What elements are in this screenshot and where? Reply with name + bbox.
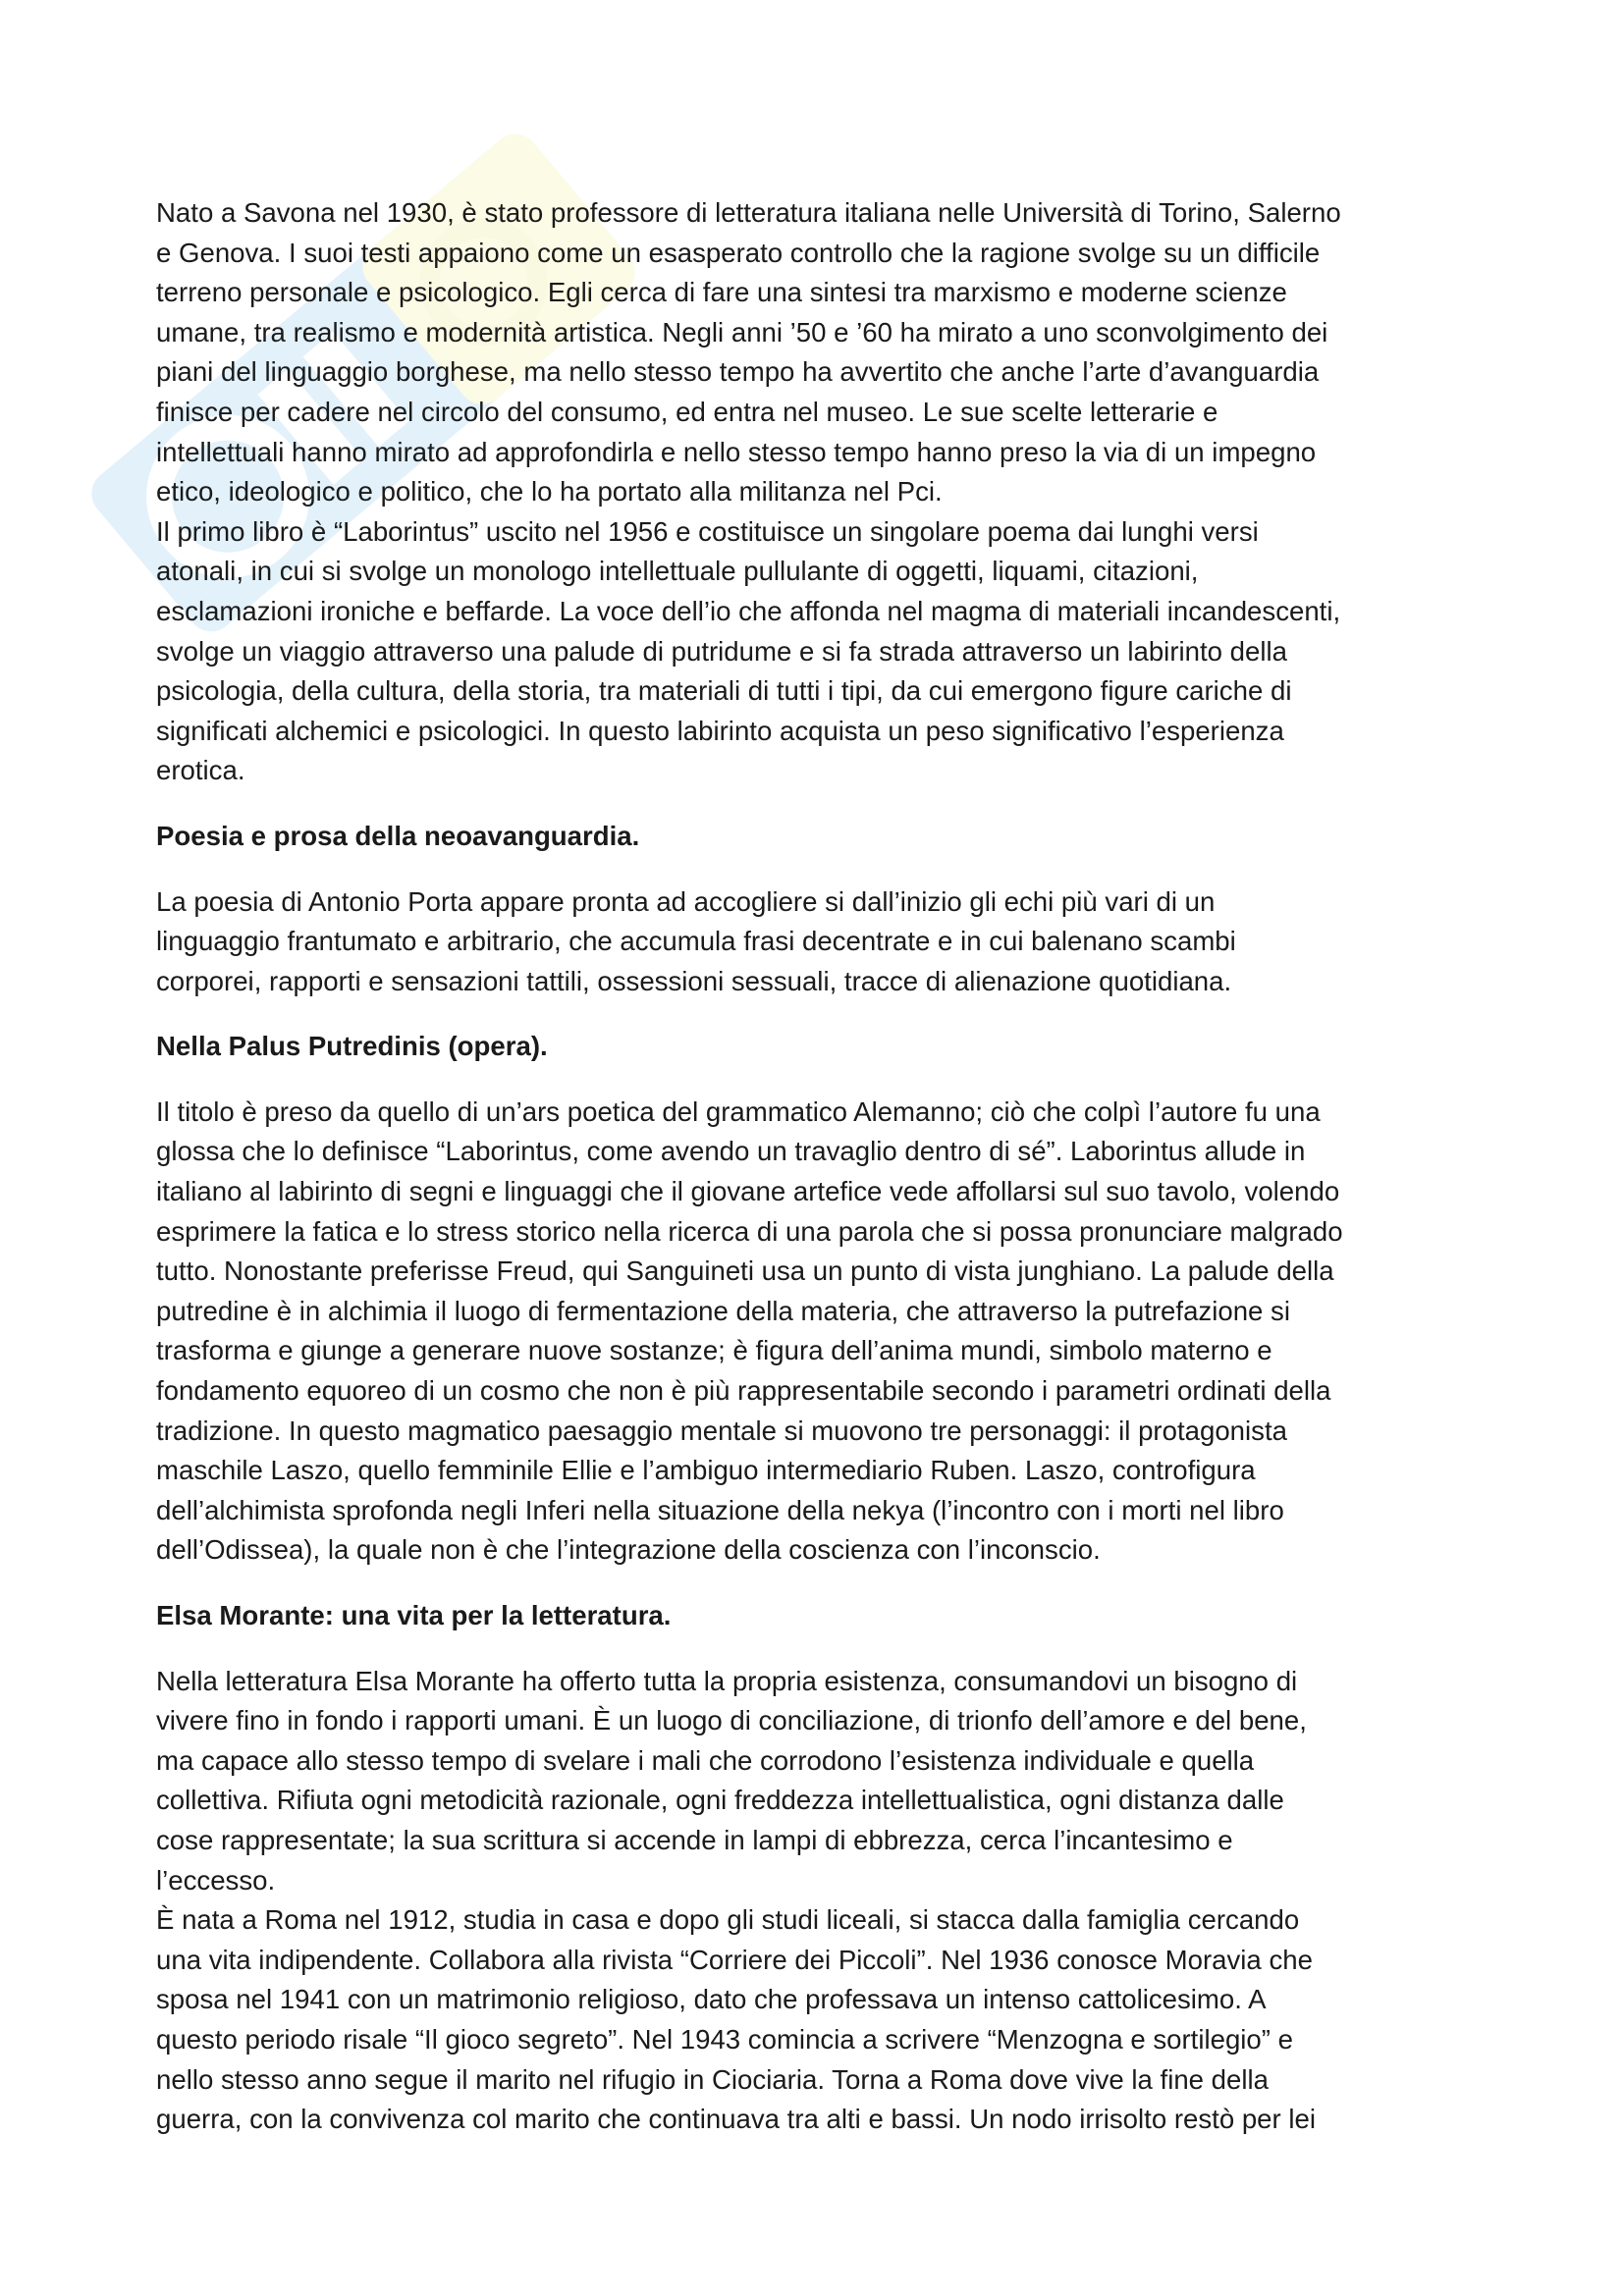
section-heading-morante: Elsa Morante: una vita per la letteratura.: [156, 1600, 672, 1630]
document-body: [156, 193, 1482, 2140]
porta-paragraph: La poesia di Antonio Porta appare pronta ad accogliere si dall’inizio gli echi più vari di un linguaggio frantumato e arbitrario, che accumula frasi decentrate e in cui balenano scambi corporei, rapporti e sensazioni tattili, ossessioni sessuali, tracce di alienazione quotidiana.: [156, 885, 1236, 996]
section-heading-neoavanguardia: Poesia e prosa della neoavanguardia.: [156, 820, 640, 851]
intro-paragraph: Nato a Savona nel 1930, è stato professore di letteratura italiana nelle Università di Torino, Salerno e Genova. I suoi testi appaiono come un esasperato controllo che la ragione svolge su un difficile terreno personale e psicologico. Egli cerca di fare una sintesi tra marxismo e moderne scienze umane, tra realismo e modernità artistica. Negli anni ’50 e ’60 ha mirato a uno sconvolgimento dei piani del linguaggio borghese, ma nello stesso tempo ha avvertito che anche l’arte d’avanguardia finisce per cadere nel circolo del consumo, ed entra nel museo. Le sue scelte letterarie e intellettuali hanno mirato ad approfondirla e nello stesso tempo hanno preso la via di un impegno etico, ideologico e politico, che lo ha portato alla militanza nel Pci. Il primo libro è “Laborintus” uscito nel 1956 e costituisce un singolare poema dai lunghi versi atonali, in cui si svolge un monologo intellettuale pullulante di oggetti, liquami, citazioni, esclamazioni ironiche e beffarde. La voce dell’io che affonda nel magma di materiali incandescenti, svolge un viaggio attraverso una palude di putridume e si fa strada attraverso un labirinto della psicologia, della cultura, della storia, tra materiali di tutti i tipi, da cui emergono figure cariche di significati alchemici e psicologici. In questo labirinto acquista un peso significativo l’esperienza erotica.: [156, 197, 1341, 786]
morante-paragraph: Nella letteratura Elsa Morante ha offerto tutta la propria esistenza, consumandovi un bisogno di vivere fino in fondo i rapporti umani. È un luogo di conciliazione, di trionfo dell’amore e del bene, ma capace allo stesso tempo di svelare i mali che corrodono l’esistenza individuale e quella collettiva. Rifiuta ogni metodicità razionale, ogni freddezza intellettualistica, ogni distanza dalle cose rappresentate; la sua scrittura si accende in lampi di ebbrezza, cerca l’incantesimo e l’eccesso. È nata a Roma nel 1912, studia in casa e dopo gli studi liceali, si stacca dalla famiglia cercando una vita indipendente. Collabora alla rivista “Corriere dei Piccoli”. Nel 1936 conosce Moravia che sposa nel 1941 con un matrimonio religioso, dato che professava un intenso cattolicesimo. A questo periodo risale “Il gioco segreto”. Nel 1943 comincia a scrivere “Menzogna e sortilegio” e nello stesso anno segue il marito nel rifugio in Ciociaria. Torna a Roma dove vive la fine della guerra, con la convivenza col marito che continuava tra alti e bassi. Un nodo irrisolto restò per lei: [156, 1665, 1316, 2135]
section-heading-palus-putredinis: Nella Palus Putredinis (opera).: [156, 1031, 548, 1062]
palus-paragraph: Il titolo è preso da quello di un’ars poetica del grammatico Alemanno; ciò che colpì l’autore fu una glossa che lo definisce “Laborintus, come avendo un travaglio dentro di sé”. Laborintus allude in italiano al labirinto di segni e linguaggi che il giovane artefice vede affollarsi sul suo tavolo, volendo esprimere la fatica e lo stress storico nella ricerca di una parola che si possa pronunciare malgrado tutto. Nonostante preferisse Freud, qui Sanguineti usa un punto di vista junghiano. La palude della putredine è in alchimia il luogo di fermentazione della materia, che attraverso la putrefazione si trasforma e giunge a generare nuove sostanze; è figura dell’anima mundi, simbolo materno e fondamento equoreo di un cosmo che non è più rappresentabile secondo i parametri ordinati della tradizione. In questo magmatico paesaggio mentale si muovono tre personaggi: il protagonista maschile Laszo, quello femminile Ellie e l’ambiguo intermediario Ruben. Laszo, controfigura dell’alchimista sprofonda negli Inferi nella situazione della nekya (l’incontro con i morti nel libro dell’Odissea), la quale non è che l’integrazione della coscienza con l’inconscio.: [156, 1095, 1343, 1566]
